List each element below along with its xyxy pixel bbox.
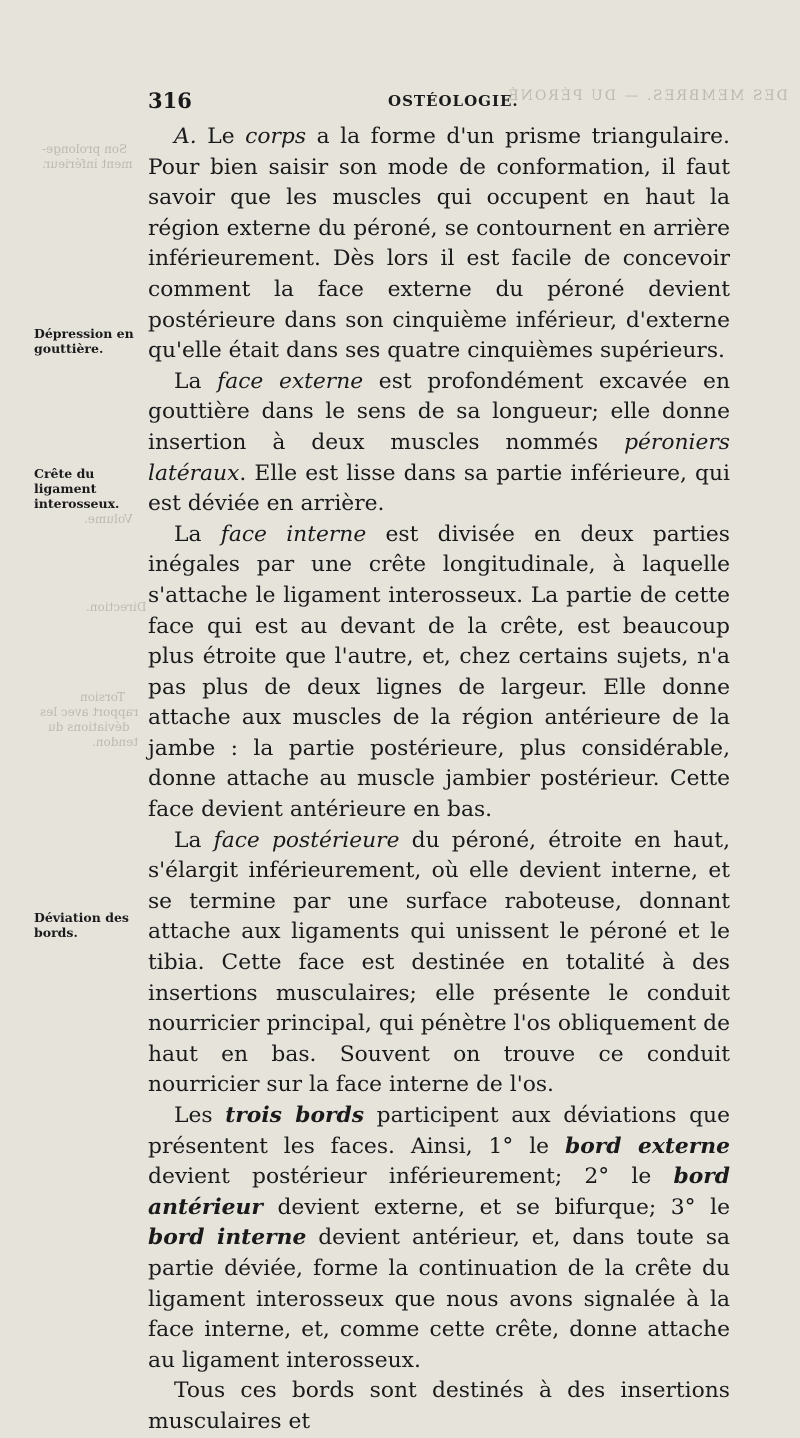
margin-note-depression: Dépression en gouttière. <box>34 326 134 356</box>
paragraph-tous-bords: Tous ces bords sont destinés à des insertions musculaires et <box>148 1378 730 1434</box>
show-through-note: ment inférieur. <box>42 157 133 171</box>
show-through-note: tendon. <box>92 735 139 749</box>
page-header <box>148 88 728 118</box>
margin-note-crete: Crête du ligament interosseux. <box>34 466 120 511</box>
paragraph-face-posterieure: La face postérieure du péroné, étroite en haut, s'élargit inférieurement, où elle devient interne, et se termine par une surface raboteuse, donnant attache aux ligaments qui unissent le péroné et le tibia. Cette face est destinée en totalité à des insertions musculaires; elle présente le conduit nourricier principal, qui pénètre l'os obliquement de haut en bas. Souvent on trouve ce conduit nourricier sur la face interne de l'os. <box>148 827 730 1098</box>
show-through-note: Volume. <box>84 512 133 526</box>
paragraph-face-externe: La face externe est profondément excavée en gouttière dans le sens de sa longueur; elle donne insertion à deux muscles nommés péroniers latéraux. Elle est lisse dans sa partie inférieure, qui est déviée en arrière. <box>148 368 730 517</box>
show-through-note: déviations du <box>48 720 130 734</box>
paragraph-face-interne: La face interne est divisée en deux parties inégales par une crête longitudinale, à laquelle s'attache le ligament interosseux. La partie de cette face qui est au devant de la crête, est beaucoup plus étroite que l'autre, et, chez certains sujets, n'a pas plus de deux lignes de largeur. Elle donne attache aux muscles de la région antérieure de la jambe : la partie postérieure, plus considérable, donne attache au muscle jambier postérieur. Cette face devient antérieure en bas. <box>148 521 730 823</box>
show-through-note: Torsion <box>80 690 125 704</box>
margin-note-deviation: Déviation des bords. <box>34 910 129 940</box>
running-title: OSTÉOLOGIE. <box>388 92 519 110</box>
show-through-note: Direction. <box>86 600 147 614</box>
show-through-note: rapport avec les <box>40 705 139 719</box>
main-text <box>148 122 730 1438</box>
show-through-header: DES MEMBRES. — DU PÉRONÉ. <box>500 88 788 104</box>
section-label: A. <box>174 124 197 149</box>
paragraph-bords: Les trois bords participent aux déviations que présentent les faces. Ainsi, 1° le bord externe devient postérieur inférieurement; 2° le bord antérieur devient externe, et se bifurque; 3° le bord interne devient antérieur, et, dans toute sa partie déviée, forme la continuation de la crête du ligament interosseux que nous avons signalée à la face interne, et, comme cette crête, donne attache au ligament interosseux. <box>148 1103 730 1373</box>
page-number: 316 <box>148 88 192 113</box>
paragraph-corps: A. Le corps a la forme d'un prisme triangulaire. Pour bien saisir son mode de conformation, il faut savoir que les muscles qui occupent en haut la région externe du péroné, se contournent en arrière inférieurement. Dès lors il est facile de concevoir comment la face externe du péroné devient postérieure dans son cinquième inférieur, d'externe qu'elle était dans ses quatre cinquièmes supérieurs. <box>148 124 730 364</box>
show-through-note: Son prolonge- <box>42 142 128 156</box>
